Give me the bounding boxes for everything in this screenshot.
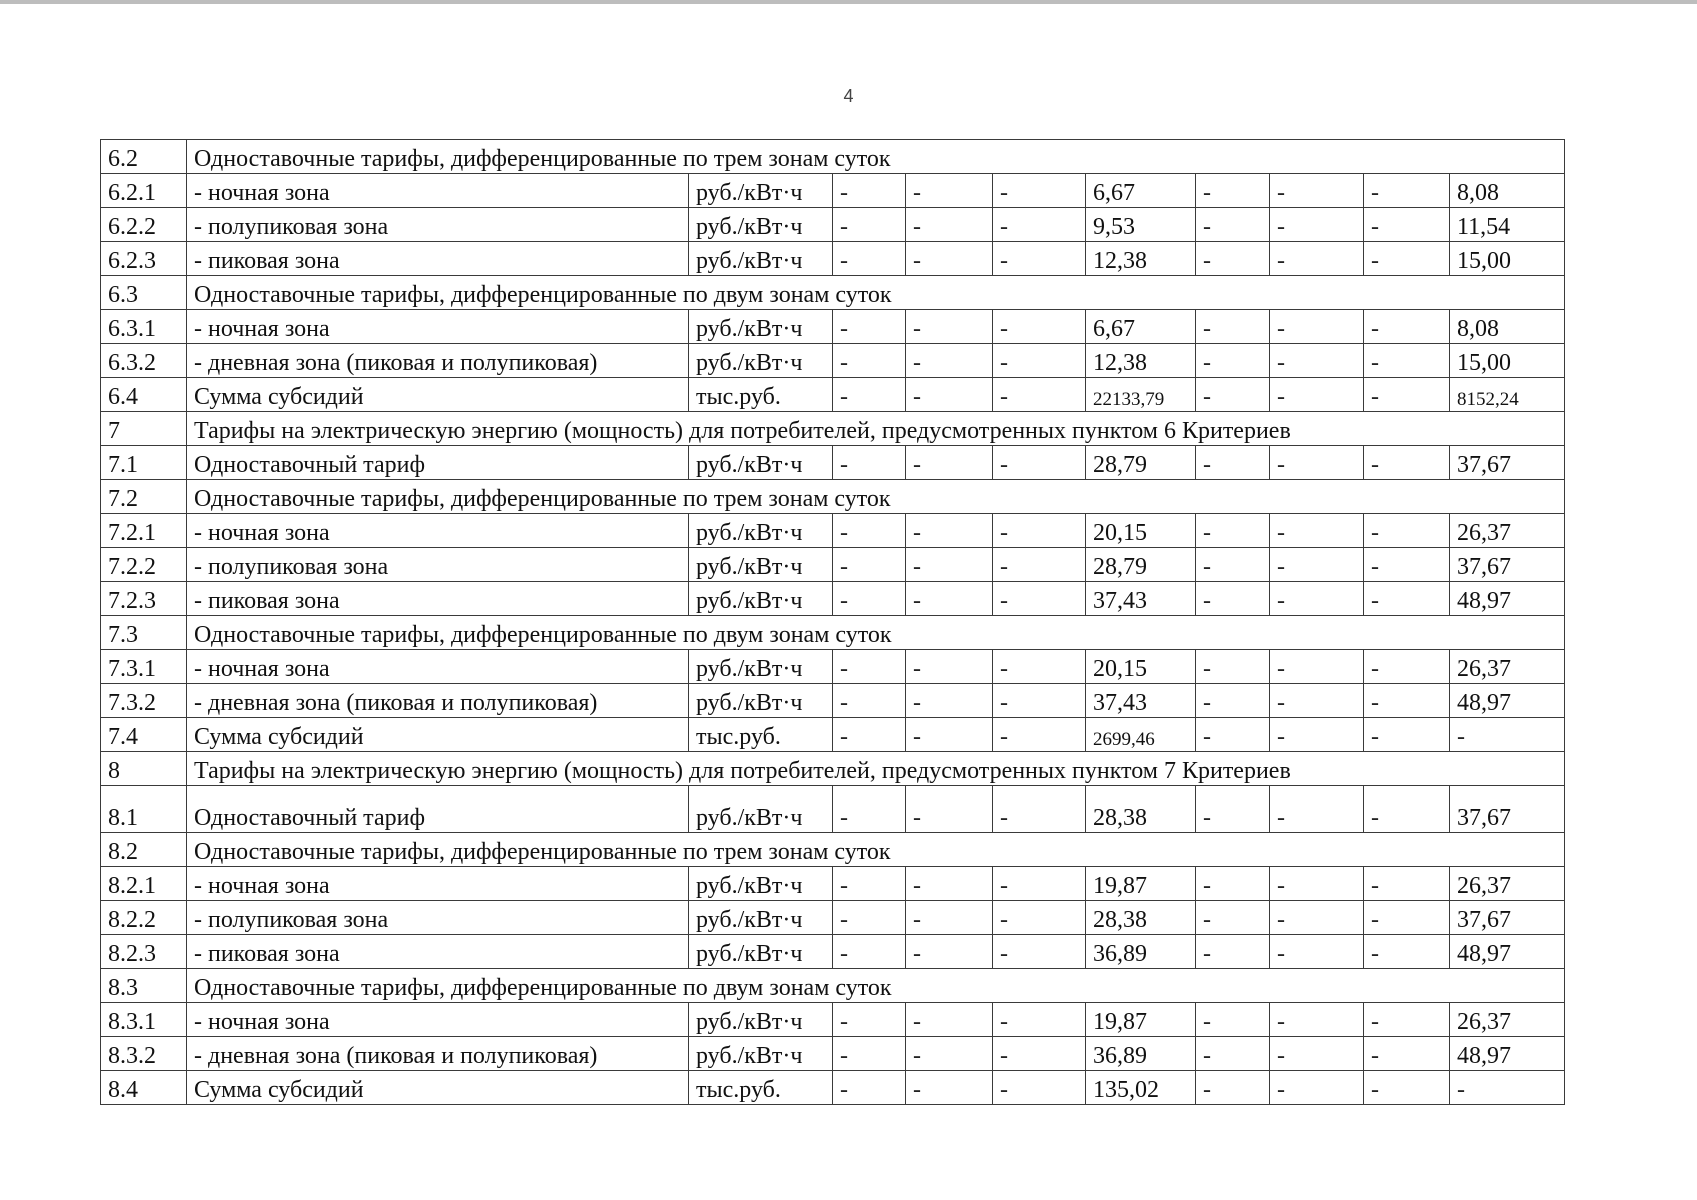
table-row xyxy=(101,208,1565,242)
table-row xyxy=(101,935,1565,969)
value-col-4: 28,38 xyxy=(1086,786,1196,833)
value-col-8: - xyxy=(1450,718,1565,752)
value-col-4: 20,15 xyxy=(1086,650,1196,684)
row-name: - пиковая зона xyxy=(187,242,689,276)
value-col-3: - xyxy=(993,174,1086,208)
value-col-8: 8,08 xyxy=(1450,310,1565,344)
unit: тыс.руб. xyxy=(689,378,833,412)
row-number: 6.3 xyxy=(101,276,187,310)
value-col-6: - xyxy=(1270,1003,1364,1037)
value-col-1: - xyxy=(833,446,906,480)
table-section-row xyxy=(101,616,1565,650)
tariff-table-body xyxy=(101,140,1565,1105)
row-name: - ночная зона xyxy=(187,1003,689,1037)
value-col-3: - xyxy=(993,242,1086,276)
value-col-8: 15,00 xyxy=(1450,344,1565,378)
value-col-8: 26,37 xyxy=(1450,1003,1565,1037)
value-col-6: - xyxy=(1270,650,1364,684)
row-name: - дневная зона (пиковая и полупиковая) xyxy=(187,684,689,718)
row-number: 6.4 xyxy=(101,378,187,412)
value-col-4: 28,38 xyxy=(1086,901,1196,935)
table-row xyxy=(101,1071,1565,1105)
value-col-1: - xyxy=(833,935,906,969)
unit: руб./кВт·ч xyxy=(689,935,833,969)
table-row xyxy=(101,718,1565,752)
value-col-2: - xyxy=(906,901,993,935)
row-number: 6.2.3 xyxy=(101,242,187,276)
page-number: 4 xyxy=(843,86,854,106)
section-title: Одноставочные тарифы, дифференцированные по двум зонам суток xyxy=(187,616,1565,650)
value-col-8: 8152,24 xyxy=(1450,378,1565,412)
row-number: 8.1 xyxy=(101,786,187,833)
value-col-2: - xyxy=(906,548,993,582)
row-number: 7.2 xyxy=(101,480,187,514)
value-col-5: - xyxy=(1196,901,1270,935)
value-col-7: - xyxy=(1364,174,1450,208)
row-number: 8.2 xyxy=(101,833,187,867)
unit: руб./кВт·ч xyxy=(689,548,833,582)
value-col-6: - xyxy=(1270,867,1364,901)
table-section-row xyxy=(101,480,1565,514)
value-col-3: - xyxy=(993,1037,1086,1071)
value-col-5: - xyxy=(1196,344,1270,378)
value-col-5: - xyxy=(1196,208,1270,242)
unit: руб./кВт·ч xyxy=(689,650,833,684)
tariff-table xyxy=(100,139,1565,1105)
unit: руб./кВт·ч xyxy=(689,344,833,378)
row-name: - дневная зона (пиковая и полупиковая) xyxy=(187,344,689,378)
value-col-5: - xyxy=(1196,786,1270,833)
row-name: - дневная зона (пиковая и полупиковая) xyxy=(187,1037,689,1071)
value-col-1: - xyxy=(833,344,906,378)
row-name: - ночная зона xyxy=(187,310,689,344)
row-number: 7.4 xyxy=(101,718,187,752)
value-col-2: - xyxy=(906,718,993,752)
value-col-1: - xyxy=(833,378,906,412)
table-row xyxy=(101,582,1565,616)
value-col-6: - xyxy=(1270,582,1364,616)
value-col-4: 19,87 xyxy=(1086,867,1196,901)
row-number: 8.3.1 xyxy=(101,1003,187,1037)
value-col-8: 11,54 xyxy=(1450,208,1565,242)
value-col-2: - xyxy=(906,378,993,412)
value-col-3: - xyxy=(993,344,1086,378)
value-col-7: - xyxy=(1364,901,1450,935)
row-name: - ночная зона xyxy=(187,650,689,684)
table-row xyxy=(101,1003,1565,1037)
value-col-6: - xyxy=(1270,344,1364,378)
unit: руб./кВт·ч xyxy=(689,242,833,276)
value-col-4: 37,43 xyxy=(1086,582,1196,616)
value-col-1: - xyxy=(833,867,906,901)
value-col-2: - xyxy=(906,242,993,276)
row-number: 8.3 xyxy=(101,969,187,1003)
value-col-4: 28,79 xyxy=(1086,446,1196,480)
value-col-4: 12,38 xyxy=(1086,344,1196,378)
value-col-5: - xyxy=(1196,650,1270,684)
value-col-2: - xyxy=(906,514,993,548)
unit: руб./кВт·ч xyxy=(689,446,833,480)
section-title: Одноставочные тарифы, дифференцированные по двум зонам суток xyxy=(187,969,1565,1003)
value-col-8: 37,67 xyxy=(1450,446,1565,480)
section-title: Одноставочные тарифы, дифференцированные по трем зонам суток xyxy=(187,140,1565,174)
row-number: 8 xyxy=(101,752,187,786)
value-col-6: - xyxy=(1270,310,1364,344)
value-col-5: - xyxy=(1196,548,1270,582)
value-col-3: - xyxy=(993,867,1086,901)
row-name: Сумма субсидий xyxy=(187,1071,689,1105)
value-col-6: - xyxy=(1270,901,1364,935)
value-col-4: 12,38 xyxy=(1086,242,1196,276)
value-col-8: 37,67 xyxy=(1450,548,1565,582)
value-col-4: 22133,79 xyxy=(1086,378,1196,412)
value-col-2: - xyxy=(906,446,993,480)
table-row xyxy=(101,867,1565,901)
row-name: - ночная зона xyxy=(187,514,689,548)
value-col-3: - xyxy=(993,446,1086,480)
table-row xyxy=(101,548,1565,582)
value-col-4: 6,67 xyxy=(1086,310,1196,344)
value-col-5: - xyxy=(1196,935,1270,969)
row-number: 8.2.1 xyxy=(101,867,187,901)
value-col-5: - xyxy=(1196,242,1270,276)
value-col-1: - xyxy=(833,901,906,935)
row-name: - полупиковая зона xyxy=(187,548,689,582)
value-col-6: - xyxy=(1270,242,1364,276)
row-number: 7.1 xyxy=(101,446,187,480)
unit: руб./кВт·ч xyxy=(689,208,833,242)
row-number: 6.3.1 xyxy=(101,310,187,344)
unit: руб./кВт·ч xyxy=(689,1037,833,1071)
table-row xyxy=(101,901,1565,935)
table-row xyxy=(101,174,1565,208)
value-col-1: - xyxy=(833,310,906,344)
value-col-6: - xyxy=(1270,1037,1364,1071)
value-col-3: - xyxy=(993,650,1086,684)
value-col-6: - xyxy=(1270,718,1364,752)
value-col-3: - xyxy=(993,786,1086,833)
row-number: 8.2.2 xyxy=(101,901,187,935)
row-number: 8.2.3 xyxy=(101,935,187,969)
row-name: Одноставочный тариф xyxy=(187,786,689,833)
row-name: - ночная зона xyxy=(187,867,689,901)
row-number: 7.2.3 xyxy=(101,582,187,616)
section-title: Одноставочные тарифы, дифференцированные по трем зонам суток xyxy=(187,833,1565,867)
value-col-5: - xyxy=(1196,1071,1270,1105)
unit: руб./кВт·ч xyxy=(689,514,833,548)
unit: руб./кВт·ч xyxy=(689,174,833,208)
value-col-2: - xyxy=(906,208,993,242)
value-col-7: - xyxy=(1364,684,1450,718)
value-col-8: 8,08 xyxy=(1450,174,1565,208)
value-col-7: - xyxy=(1364,1003,1450,1037)
table-row xyxy=(101,378,1565,412)
value-col-3: - xyxy=(993,310,1086,344)
value-col-2: - xyxy=(906,1037,993,1071)
value-col-2: - xyxy=(906,1071,993,1105)
unit: руб./кВт·ч xyxy=(689,1003,833,1037)
value-col-3: - xyxy=(993,1003,1086,1037)
value-col-2: - xyxy=(906,310,993,344)
value-col-3: - xyxy=(993,935,1086,969)
value-col-4: 135,02 xyxy=(1086,1071,1196,1105)
value-col-6: - xyxy=(1270,174,1364,208)
value-col-7: - xyxy=(1364,786,1450,833)
row-name: - ночная зона xyxy=(187,174,689,208)
table-section-row xyxy=(101,833,1565,867)
value-col-7: - xyxy=(1364,867,1450,901)
table-section-row xyxy=(101,752,1565,786)
value-col-6: - xyxy=(1270,446,1364,480)
value-col-3: - xyxy=(993,582,1086,616)
row-number: 8.3.2 xyxy=(101,1037,187,1071)
row-name: - пиковая зона xyxy=(187,935,689,969)
value-col-2: - xyxy=(906,1003,993,1037)
value-col-8: 15,00 xyxy=(1450,242,1565,276)
value-col-1: - xyxy=(833,514,906,548)
row-name: Сумма субсидий xyxy=(187,718,689,752)
unit: тыс.руб. xyxy=(689,1071,833,1105)
value-col-3: - xyxy=(993,378,1086,412)
value-col-7: - xyxy=(1364,650,1450,684)
table-row xyxy=(101,446,1565,480)
value-col-3: - xyxy=(993,514,1086,548)
value-col-1: - xyxy=(833,1071,906,1105)
row-number: 7.3.1 xyxy=(101,650,187,684)
value-col-1: - xyxy=(833,1003,906,1037)
value-col-8: 37,67 xyxy=(1450,901,1565,935)
value-col-3: - xyxy=(993,1071,1086,1105)
row-number: 7 xyxy=(101,412,187,446)
value-col-4: 19,87 xyxy=(1086,1003,1196,1037)
value-col-4: 6,67 xyxy=(1086,174,1196,208)
value-col-7: - xyxy=(1364,446,1450,480)
value-col-1: - xyxy=(833,718,906,752)
section-title: Тарифы на электрическую энергию (мощность) для потребителей, предусмотренных пунктом 7 Критериев xyxy=(187,752,1565,786)
value-col-5: - xyxy=(1196,1003,1270,1037)
row-name: - полупиковая зона xyxy=(187,901,689,935)
value-col-5: - xyxy=(1196,446,1270,480)
value-col-5: - xyxy=(1196,310,1270,344)
value-col-7: - xyxy=(1364,1071,1450,1105)
row-number: 8.4 xyxy=(101,1071,187,1105)
value-col-4: 2699,46 xyxy=(1086,718,1196,752)
table-row xyxy=(101,650,1565,684)
value-col-2: - xyxy=(906,786,993,833)
table-row xyxy=(101,242,1565,276)
value-col-8: 26,37 xyxy=(1450,514,1565,548)
value-col-3: - xyxy=(993,901,1086,935)
table-row xyxy=(101,684,1565,718)
value-col-5: - xyxy=(1196,684,1270,718)
value-col-2: - xyxy=(906,867,993,901)
row-number: 6.3.2 xyxy=(101,344,187,378)
unit: руб./кВт·ч xyxy=(689,582,833,616)
value-col-1: - xyxy=(833,174,906,208)
value-col-2: - xyxy=(906,174,993,208)
value-col-1: - xyxy=(833,208,906,242)
row-name: Одноставочный тариф xyxy=(187,446,689,480)
row-number: 7.3 xyxy=(101,616,187,650)
row-name: Сумма субсидий xyxy=(187,378,689,412)
value-col-8: 26,37 xyxy=(1450,650,1565,684)
value-col-4: 9,53 xyxy=(1086,208,1196,242)
row-number: 7.3.2 xyxy=(101,684,187,718)
value-col-2: - xyxy=(906,650,993,684)
value-col-6: - xyxy=(1270,684,1364,718)
value-col-8: - xyxy=(1450,1071,1565,1105)
value-col-2: - xyxy=(906,935,993,969)
value-col-1: - xyxy=(833,650,906,684)
value-col-7: - xyxy=(1364,548,1450,582)
table-section-row xyxy=(101,276,1565,310)
row-name: - пиковая зона xyxy=(187,582,689,616)
value-col-5: - xyxy=(1196,174,1270,208)
section-title: Одноставочные тарифы, дифференцированные по трем зонам суток xyxy=(187,480,1565,514)
unit: руб./кВт·ч xyxy=(689,901,833,935)
unit: руб./кВт·ч xyxy=(689,867,833,901)
value-col-1: - xyxy=(833,242,906,276)
value-col-1: - xyxy=(833,684,906,718)
value-col-4: 36,89 xyxy=(1086,1037,1196,1071)
value-col-2: - xyxy=(906,344,993,378)
value-col-3: - xyxy=(993,208,1086,242)
value-col-5: - xyxy=(1196,718,1270,752)
value-col-6: - xyxy=(1270,514,1364,548)
unit: тыс.руб. xyxy=(689,718,833,752)
scan-top-edge xyxy=(0,0,1697,4)
value-col-8: 48,97 xyxy=(1450,1037,1565,1071)
value-col-5: - xyxy=(1196,514,1270,548)
value-col-7: - xyxy=(1364,935,1450,969)
value-col-6: - xyxy=(1270,548,1364,582)
value-col-6: - xyxy=(1270,378,1364,412)
row-name: - полупиковая зона xyxy=(187,208,689,242)
value-col-7: - xyxy=(1364,344,1450,378)
value-col-5: - xyxy=(1196,1037,1270,1071)
value-col-8: 48,97 xyxy=(1450,582,1565,616)
section-title: Одноставочные тарифы, дифференцированные по двум зонам суток xyxy=(187,276,1565,310)
value-col-7: - xyxy=(1364,718,1450,752)
table-row xyxy=(101,344,1565,378)
value-col-8: 26,37 xyxy=(1450,867,1565,901)
row-number: 6.2.1 xyxy=(101,174,187,208)
value-col-2: - xyxy=(906,684,993,718)
table-row xyxy=(101,310,1565,344)
value-col-4: 20,15 xyxy=(1086,514,1196,548)
value-col-6: - xyxy=(1270,935,1364,969)
value-col-7: - xyxy=(1364,378,1450,412)
value-col-8: 37,67 xyxy=(1450,786,1565,833)
value-col-8: 48,97 xyxy=(1450,684,1565,718)
value-col-3: - xyxy=(993,684,1086,718)
value-col-1: - xyxy=(833,548,906,582)
table-section-row xyxy=(101,412,1565,446)
table-section-row xyxy=(101,969,1565,1003)
table-row xyxy=(101,1037,1565,1071)
table-row xyxy=(101,786,1565,833)
value-col-4: 28,79 xyxy=(1086,548,1196,582)
value-col-7: - xyxy=(1364,1037,1450,1071)
value-col-2: - xyxy=(906,582,993,616)
value-col-1: - xyxy=(833,786,906,833)
value-col-4: 36,89 xyxy=(1086,935,1196,969)
value-col-7: - xyxy=(1364,582,1450,616)
value-col-3: - xyxy=(993,548,1086,582)
unit: руб./кВт·ч xyxy=(689,310,833,344)
value-col-5: - xyxy=(1196,582,1270,616)
row-number: 6.2 xyxy=(101,140,187,174)
table-row xyxy=(101,514,1565,548)
unit: руб./кВт·ч xyxy=(689,786,833,833)
value-col-6: - xyxy=(1270,208,1364,242)
row-number: 7.2.2 xyxy=(101,548,187,582)
value-col-7: - xyxy=(1364,310,1450,344)
row-number: 7.2.1 xyxy=(101,514,187,548)
value-col-7: - xyxy=(1364,242,1450,276)
value-col-8: 48,97 xyxy=(1450,935,1565,969)
row-number: 6.2.2 xyxy=(101,208,187,242)
value-col-3: - xyxy=(993,718,1086,752)
value-col-1: - xyxy=(833,1037,906,1071)
value-col-5: - xyxy=(1196,867,1270,901)
table-section-row xyxy=(101,140,1565,174)
value-col-1: - xyxy=(833,582,906,616)
value-col-6: - xyxy=(1270,1071,1364,1105)
value-col-4: 37,43 xyxy=(1086,684,1196,718)
value-col-6: - xyxy=(1270,786,1364,833)
value-col-7: - xyxy=(1364,514,1450,548)
value-col-5: - xyxy=(1196,378,1270,412)
value-col-7: - xyxy=(1364,208,1450,242)
section-title: Тарифы на электрическую энергию (мощность) для потребителей, предусмотренных пунктом 6 Критериев xyxy=(187,412,1565,446)
unit: руб./кВт·ч xyxy=(689,684,833,718)
